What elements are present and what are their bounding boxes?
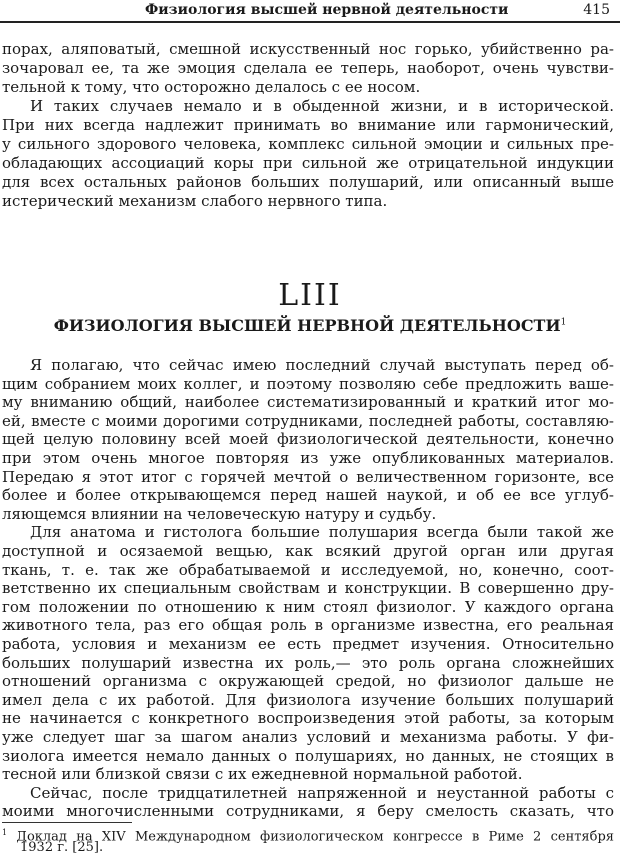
- text-line: имел дела с их работой. Для физиолога изучение больших полушарий: [2, 690, 614, 709]
- text-line: порах, аляповатый, смешной искусственный нос горько, убийственно ра-: [2, 40, 614, 58]
- text-line: ей, вместе с моими дорогими сотрудниками, последней работы, составляю-: [2, 411, 614, 430]
- text-line: у сильного здорового человека, комплекс сильной эмоции и сильных пре-: [2, 135, 614, 153]
- running-header-title: Физиология высшей нервной деятельности: [145, 2, 509, 18]
- text-line: не начинается с конкретного воспроизведения этой работы, за которым: [2, 709, 614, 728]
- text-line: более и более открывающемся перед нашей наукой, и об ее все углуб-: [2, 486, 614, 505]
- footnote-line: 1932 г. [25].: [20, 840, 104, 855]
- text-line: доступной и осязаемой вещью, как всякий другой орган или другая: [2, 542, 614, 560]
- text-line: при этом очень многое повторяя из уже опубликованных материалов.: [2, 449, 614, 467]
- footnote-text: Доклад на XIV Международном физиологическом конгрессе в Риме 2 сентября: [16, 829, 614, 845]
- text-line: му вниманию общий, наиболее систематизированный и краткий итог мо-: [2, 393, 614, 412]
- text-line: Сейчас, после тридцатилетней напряженной и неустанной работы с: [30, 783, 614, 802]
- chapter-title-text: ФИЗИОЛОГИЯ ВЫСШЕЙ НЕРВНОЙ ДЕЯТЕЛЬНОСТИ: [53, 316, 561, 335]
- text-line: ткань, т. е. так же обрабатываемой и исследуемой, но, конечно, соот-: [2, 560, 614, 579]
- text-line: отношений организма с окружающей средой, но физиолог дальше не: [2, 672, 614, 691]
- text-line: тельной к тому, что осторожно делалось с ее носом.: [2, 78, 421, 96]
- text-line: ветственно их специальным свойствам и конструкции. В совершенно дру-: [2, 579, 614, 598]
- text-line: гом положении по отношению к ним стоял физиолог. У каждого органа: [2, 597, 614, 616]
- text-line: зиолога имеется немало данных о полушариях, но данных, не стоящих в: [2, 746, 614, 765]
- text-line: животного тела, раз его общая роль в организме известна, его реальная: [2, 616, 614, 635]
- text-line: щим собранием моих коллег, и поэтому позволяю себе предложить ваше-: [2, 374, 614, 393]
- text-line: При них всегда надлежит принимать во внимание или гармонический,: [2, 116, 614, 134]
- text-line: Я полагаю, что сейчас имею последний случай выступать перед об-: [30, 356, 614, 374]
- text-line: Для анатома и гистолога большие полушария всегда были такой же: [30, 523, 614, 542]
- footnote-mark: 1: [2, 828, 8, 837]
- header-rule: [0, 21, 620, 23]
- text-line: больших полушарий известна их роль,— это роль органа сложнейших: [2, 653, 614, 672]
- text-line: щей целую половину всей моей физиологической деятельности, конечно: [2, 430, 614, 449]
- text-line: для всех остальных районов больших полушарий, или описанный выше: [2, 173, 614, 191]
- text-line: тесной или близкой связи с их ежедневной нормальной работой.: [2, 765, 523, 784]
- text-line: И таких случаев немало и в обыденной жизни, и в исторической.: [30, 97, 614, 115]
- text-line: работа, условия и механизм ее есть предмет изучения. Относительно: [2, 635, 614, 653]
- chapter-number: LIII: [278, 278, 342, 313]
- text-line: зочаровал ее, та же эмоция сделала ее теперь, наоборот, очень чувстви-: [2, 59, 614, 77]
- text-line: обладающих ассоциаций коры при сильной же отрицательной индукции: [2, 154, 614, 172]
- chapter-title: [0, 316, 620, 335]
- text-line: моими многочисленными сотрудниками, я беру смелость сказать, что: [2, 802, 614, 821]
- text-line: уже следует шаг за шагом анализ условий и механизма работы. У фи-: [2, 728, 614, 746]
- page-number: 415: [583, 2, 610, 18]
- text-line: Передаю я этот итог с горячей мечтой о величественном горизонте, все: [2, 467, 614, 486]
- text-line: ляющемся влиянии на человеческую натуру и судьбу.: [2, 504, 437, 523]
- text-line: истерический механизм слабого нервного типа.: [2, 192, 388, 210]
- footnote-ref: 1: [560, 317, 567, 328]
- footnote-rule: [2, 822, 132, 823]
- running-header: [0, 0, 620, 22]
